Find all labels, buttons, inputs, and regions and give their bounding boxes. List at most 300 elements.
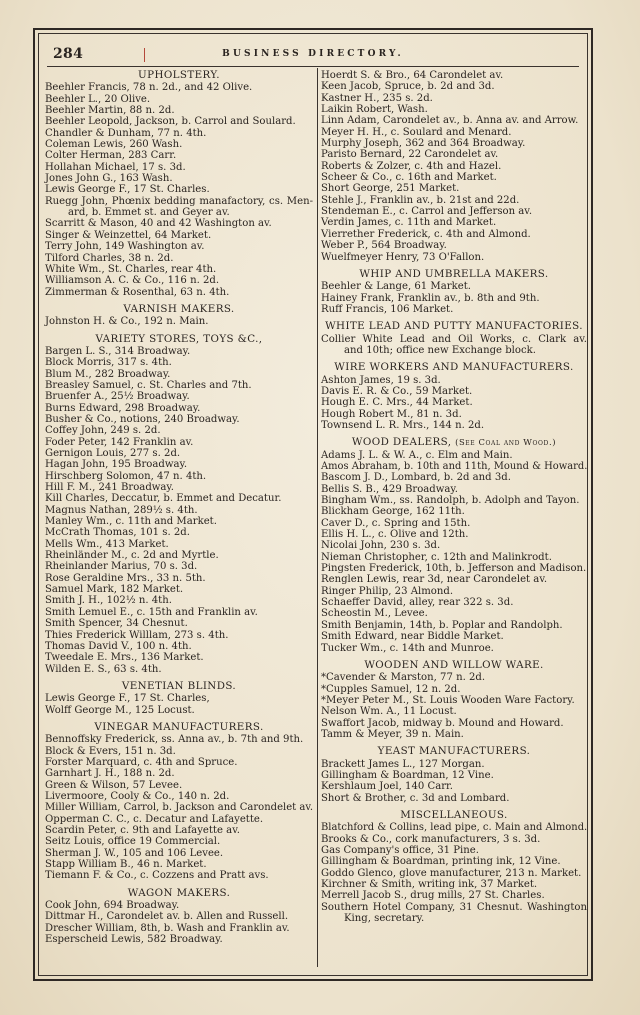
directory-entry bbox=[45, 734, 313, 745]
directory-entry bbox=[321, 845, 587, 856]
directory-entry bbox=[321, 563, 587, 574]
entry-text: Scheer & Co., c. 16th and Market. bbox=[321, 172, 497, 184]
section-heading-text: WHIP AND UMBRELLA MAKERS. bbox=[359, 267, 549, 280]
directory-entry bbox=[45, 82, 313, 93]
directory-entry bbox=[45, 403, 313, 414]
entry-text: Goddo Glenco, glove manufacturer, 213 n. Market. bbox=[321, 867, 582, 879]
directory-entry bbox=[45, 641, 313, 652]
entry-text: Hainey Frank, Franklin av., b. 8th and 9th. bbox=[321, 292, 540, 304]
entry-text: Beehler L., 20 Olive. bbox=[45, 93, 151, 105]
entry-text: Hoerdt S. & Bro., 64 Carondelet av. bbox=[321, 70, 504, 81]
section-wagon-makers bbox=[45, 888, 313, 946]
column-divider bbox=[317, 68, 318, 967]
directory-entry bbox=[45, 414, 313, 425]
entry-text: Coffey John, 249 s. 2d. bbox=[45, 425, 161, 437]
directory-entry bbox=[321, 420, 587, 431]
entry-text: Busher & Co., notions, 240 Broadway. bbox=[45, 413, 240, 425]
directory-entry bbox=[45, 505, 313, 516]
directory-entry bbox=[321, 217, 587, 228]
entry-text: Rheinlander Marius, 70 s. 3d. bbox=[45, 561, 198, 573]
directory-entry bbox=[45, 471, 313, 482]
directory-entry bbox=[321, 856, 587, 867]
entry-text: Smith Benjamin, 14th, b. Poplar and Randolph. bbox=[321, 619, 563, 631]
section-wire-workers-and-manufacturers bbox=[321, 362, 587, 431]
section-white-lead-and-putty-manufactories bbox=[321, 321, 587, 356]
directory-entry bbox=[45, 196, 313, 219]
directory-entry bbox=[321, 643, 587, 654]
entry-text: Beehler & Lange, 61 Market. bbox=[321, 281, 471, 293]
entry-text: Davis E. R. & Co., 59 Market. bbox=[321, 385, 473, 397]
entry-text: Swaffort Jacob, midway b. Mound and Howard. bbox=[321, 717, 564, 729]
entry-text: Sherman J. W., 105 and 106 Levee. bbox=[45, 847, 224, 859]
entry-text: Zimmerman & Rosenthal, 63 n. 4th. bbox=[45, 286, 230, 298]
directory-entry bbox=[321, 115, 587, 126]
entry-text: Esperscheid Lewis, 582 Broadway. bbox=[45, 934, 223, 946]
entry-text: Amos Abraham, b. 10th and 11th, Mound & Howard. bbox=[321, 461, 588, 472]
directory-entry bbox=[45, 253, 313, 264]
page-number: 284 bbox=[53, 46, 84, 62]
entry-text: Green & Wilson, 57 Levee. bbox=[45, 779, 183, 791]
directory-entry bbox=[45, 780, 313, 791]
section-continued bbox=[321, 70, 587, 263]
section-heading bbox=[321, 437, 587, 448]
directory-entry bbox=[321, 70, 587, 81]
directory-entry bbox=[321, 608, 587, 619]
directory-entry bbox=[321, 495, 587, 506]
entry-text: Scarritt & Mason, 40 and 42 Washington av. bbox=[45, 218, 272, 230]
section-heading bbox=[321, 269, 587, 280]
entry-text: Johnston H. & Co., 192 n. Main. bbox=[45, 316, 209, 328]
directory-entry bbox=[45, 900, 313, 911]
directory-entry bbox=[45, 425, 313, 436]
directory-entry bbox=[45, 923, 313, 934]
directory-entry bbox=[321, 706, 587, 717]
directory-entry bbox=[321, 529, 587, 540]
entry-text: Singer & Weinzettel, 64 Market. bbox=[45, 229, 212, 241]
entry-text: Keen Jacob, Spruce, b. 2d and 3d. bbox=[321, 81, 495, 93]
directory-entry bbox=[321, 718, 587, 729]
directory-entry bbox=[321, 631, 587, 642]
entry-text: Murphy Joseph, 362 and 364 Broadway. bbox=[321, 138, 526, 150]
directory-entry bbox=[45, 746, 313, 757]
section-heading-text: WOODEN AND WILLOW WARE. bbox=[364, 658, 544, 671]
entry-text: Tiemann F. & Co., c. Cozzens and Pratt avs. bbox=[45, 870, 269, 882]
directory-entry bbox=[45, 595, 313, 606]
running-title: BUSINESS DIRECTORY. bbox=[222, 49, 404, 59]
entry-text: Williamson A. C. & Co., 116 n. 2d. bbox=[45, 275, 220, 287]
entry-text: Block Morris, 317 s. 4th. bbox=[45, 357, 172, 369]
directory-entry bbox=[321, 104, 587, 115]
section-heading bbox=[321, 660, 587, 671]
directory-entry bbox=[321, 695, 587, 706]
directory-entry bbox=[321, 902, 587, 925]
entry-text: Tweedale E. Mrs., 136 Market. bbox=[45, 652, 204, 664]
directory-entry bbox=[321, 450, 587, 461]
directory-entry bbox=[321, 781, 587, 792]
entry-text: Lewis George F., 17 St. Charles. bbox=[45, 184, 210, 196]
directory-entry bbox=[321, 822, 587, 833]
directory-entry bbox=[321, 334, 587, 357]
directory-entry bbox=[45, 230, 313, 241]
directory-entry bbox=[45, 105, 313, 116]
entry-text: Bascom J. D., Lombard, b. 2d and 3d. bbox=[321, 472, 511, 484]
section-wooden-and-willow-ware bbox=[321, 660, 587, 740]
entry-text: Breasley Samuel, c. St. Charles and 7th. bbox=[45, 379, 252, 391]
directory-entry bbox=[45, 150, 313, 161]
section-heading-text: UPHOLSTERY. bbox=[138, 69, 220, 81]
entry-text: Kill Charles, Deccatur, b. Emmet and Decatur. bbox=[45, 493, 282, 505]
entry-text: Opperman C. C., c. Decatur and Lafayette. bbox=[45, 813, 264, 825]
section-heading-text: YEAST MANUFACTURERS. bbox=[377, 745, 531, 758]
entry-text: Colter Herman, 283 Carr. bbox=[45, 150, 177, 162]
directory-entry bbox=[45, 664, 313, 675]
entry-text: Tucker Wm., c. 14th and Munroe. bbox=[321, 642, 494, 654]
entry-text: Drescher William, 8th, b. Wash and Franklin av. bbox=[45, 922, 290, 934]
section-varnish-makers bbox=[45, 304, 313, 328]
entry-text: Paristo Bernard, 22 Carondelet av. bbox=[321, 149, 499, 161]
entry-text: Wolff George M., 125 Locust. bbox=[45, 704, 195, 716]
entry-text: Bellis S. B., 429 Broadway. bbox=[321, 483, 458, 495]
section-heading-text: WOOD DEALERS, bbox=[351, 436, 452, 449]
entry-text: Hough E. C. Mrs., 44 Market. bbox=[321, 397, 473, 409]
entry-text: Gillingham & Boardman, 12 Vine. bbox=[321, 769, 494, 781]
entry-text: Jones John G., 163 Wash. bbox=[45, 173, 173, 185]
directory-entry bbox=[45, 848, 313, 859]
section-upholstery bbox=[45, 70, 313, 298]
entry-text: Wuelfmeyer Henry, 73 O'Fallon. bbox=[321, 251, 485, 263]
entry-text: Smith Edward, near Biddle Market. bbox=[321, 631, 504, 643]
section-heading-text: WIRE WORKERS AND MANUFACTURERS. bbox=[334, 361, 574, 374]
entry-text: *Meyer Peter M., St. Louis Wooden Ware Factory. bbox=[321, 694, 575, 706]
entry-text: Scardin Peter, c. 9th and Lafayette av. bbox=[45, 825, 240, 836]
directory-entry bbox=[321, 93, 587, 104]
directory-entry bbox=[321, 684, 587, 695]
directory-entry bbox=[45, 437, 313, 448]
entry-continuation: ard, b. Emmet st. and Geyer av. bbox=[68, 207, 230, 219]
entry-text: Scheostin M., Levee. bbox=[321, 608, 428, 620]
section-heading-text: VARIETY STORES, TOYS &C., bbox=[95, 332, 263, 345]
directory-entry bbox=[45, 618, 313, 629]
directory-entry bbox=[321, 397, 587, 408]
directory-entry bbox=[45, 825, 313, 836]
entry-text: Miller William, Carrol, b. Jackson and Carondelet av. bbox=[45, 802, 314, 814]
directory-entry bbox=[45, 652, 313, 663]
directory-entry bbox=[45, 705, 313, 716]
entry-text: Gernigon Louis, 277 s. 2d. bbox=[45, 448, 181, 459]
entry-text: Thomas David V., 100 n. 4th. bbox=[45, 640, 192, 652]
directory-entry bbox=[321, 890, 587, 901]
directory-entry bbox=[321, 586, 587, 597]
entry-text: Kershlaum Joel, 140 Carr. bbox=[321, 781, 453, 793]
directory-entry bbox=[45, 527, 313, 538]
entry-continuation: and 10th; office new Exchange block. bbox=[344, 344, 536, 356]
entry-text: Pingsten Frederick, 10th, b. Jefferson and Madison. bbox=[321, 563, 587, 575]
section-heading bbox=[45, 70, 313, 81]
directory-entry bbox=[321, 461, 587, 472]
entry-text: Kastner H., 235 s. 2d. bbox=[321, 92, 433, 104]
directory-entry bbox=[45, 184, 313, 195]
directory-entry bbox=[45, 346, 313, 357]
directory-entry bbox=[45, 493, 313, 504]
entry-text: Rose Geraldine Mrs., 33 n. 5th. bbox=[45, 572, 206, 584]
entry-text: Caver D., c. Spring and 15th. bbox=[321, 517, 471, 529]
directory-entry bbox=[45, 768, 313, 779]
entry-text: Collier White Lead and Oil Works, c. Clark av. bbox=[321, 333, 587, 345]
entry-text: Dittmar H., Carondelet av. b. Allen and Russell. bbox=[45, 911, 289, 923]
section-yeast-manufacturers bbox=[321, 746, 587, 804]
directory-entry bbox=[45, 116, 313, 127]
section-heading-text: MISCELLANEOUS. bbox=[400, 808, 508, 821]
entry-text: Smith J. H., 102½ n. 4th. bbox=[45, 595, 172, 607]
entry-text: Wilden E. S., 63 s. 4th. bbox=[45, 663, 162, 675]
directory-entry bbox=[45, 459, 313, 470]
entry-text: Rheinländer M., c. 2d and Myrtle. bbox=[45, 550, 219, 562]
directory-entry bbox=[321, 138, 587, 149]
entry-text: Lewis George F., 17 St. Charles, bbox=[45, 693, 210, 705]
section-whip-and-umbrella-makers bbox=[321, 269, 587, 315]
section-venetian-blinds bbox=[45, 681, 313, 716]
page-border-inner bbox=[38, 33, 588, 976]
entry-text: Beehler Francis, 78 n. 2d., and 42 Olive. bbox=[45, 82, 253, 94]
directory-entry bbox=[45, 539, 313, 550]
entry-text: Stendeman E., c. Carrol and Jefferson av. bbox=[321, 206, 533, 218]
directory-entry bbox=[321, 375, 587, 386]
entry-text: Bargen L. S., 314 Broadway. bbox=[45, 345, 191, 357]
entry-text: Blatchford & Collins, lead pipe, c. Main and Almond. bbox=[321, 822, 588, 834]
entry-text: Burns Edward, 298 Broadway. bbox=[45, 402, 201, 414]
section-heading bbox=[321, 362, 587, 373]
section-heading bbox=[45, 334, 313, 345]
directory-entry bbox=[321, 229, 587, 240]
entry-continuation: King, secretary. bbox=[344, 913, 425, 925]
entry-text: Magnus Nathan, 289½ s. 4th. bbox=[45, 504, 198, 516]
section-heading-text: VENETIAN BLINDS. bbox=[121, 679, 237, 692]
right-column bbox=[321, 70, 587, 924]
entry-text: Seitz Louis, office 19 Commercial. bbox=[45, 836, 221, 848]
entry-text: Blickham George, 162 11th. bbox=[321, 506, 465, 518]
entry-text: Gillingham & Boardman, printing ink, 12 Vine. bbox=[321, 856, 561, 868]
directory-entry bbox=[321, 574, 587, 585]
entry-text: Brooks & Co., cork manufacturers, 3 s. 3d. bbox=[321, 833, 541, 845]
section-heading-text: VARNISH MAKERS. bbox=[123, 302, 235, 315]
section-heading bbox=[45, 722, 313, 733]
directory-entry bbox=[321, 793, 587, 804]
directory-entry bbox=[321, 506, 587, 517]
directory-entry bbox=[45, 911, 313, 922]
entry-text: Block & Evers, 151 n. 3d. bbox=[45, 745, 176, 757]
entry-text: Terry John, 149 Washington av. bbox=[45, 241, 205, 253]
entry-text: Cook John, 694 Broadway. bbox=[45, 900, 180, 912]
directory-entry bbox=[321, 81, 587, 92]
directory-entry bbox=[45, 516, 313, 527]
entry-text: Laikin Robert, Wash. bbox=[321, 104, 428, 116]
entry-text: Kirchner & Smith, writing ink, 37 Market. bbox=[321, 879, 538, 891]
directory-entry bbox=[321, 195, 587, 206]
entry-text: Beehler Martin, 88 n. 2d. bbox=[45, 105, 175, 117]
section-heading bbox=[321, 810, 587, 821]
entry-text: Vierrether Frederick, c. 4th and Almond. bbox=[321, 228, 531, 240]
entry-text: Ashton James, 19 s. 3d. bbox=[321, 374, 441, 386]
directory-entry bbox=[45, 94, 313, 105]
directory-entry bbox=[321, 540, 587, 551]
entry-text: McCrath Thomas, 101 s. 2d. bbox=[45, 527, 190, 539]
entry-text: White Wm., St. Charles, rear 4th. bbox=[45, 263, 217, 275]
directory-entry bbox=[45, 357, 313, 368]
directory-entry bbox=[321, 240, 587, 251]
entry-text: Weber P., 564 Broadway. bbox=[321, 240, 447, 252]
section-wood-dealers bbox=[321, 437, 587, 654]
directory-entry bbox=[45, 573, 313, 584]
directory-entry bbox=[321, 252, 587, 263]
entry-text: Garnhart J. H., 188 n. 2d. bbox=[45, 768, 175, 780]
directory-entry bbox=[45, 241, 313, 252]
directory-entry bbox=[45, 391, 313, 402]
directory-entry bbox=[45, 139, 313, 150]
entry-text: Nieman Christopher, c. 12th and Malinkrodt. bbox=[321, 551, 552, 563]
directory-entry bbox=[321, 518, 587, 529]
entry-text: Samuel Mark, 182 Market. bbox=[45, 584, 184, 596]
section-miscellaneous bbox=[321, 810, 587, 924]
section-heading bbox=[45, 681, 313, 692]
entry-text: Coleman Lewis, 260 Wash. bbox=[45, 139, 183, 151]
entry-text: Hollahan Michael, 17 s. 3d. bbox=[45, 161, 186, 173]
entry-text: Linn Adam, Carondelet av., b. Anna av. and Arrow. bbox=[321, 115, 579, 127]
directory-entry bbox=[321, 172, 587, 183]
entry-text: Southern Hotel Company, 31 Chesnut. Washington bbox=[321, 901, 587, 913]
entry-text: *Cupples Samuel, 12 n. 2d. bbox=[321, 683, 461, 695]
directory-entry bbox=[45, 173, 313, 184]
entry-text: Livermoore, Cooly & Co., 140 n. 2d. bbox=[45, 790, 230, 802]
directory-entry bbox=[321, 386, 587, 397]
entry-text: Bingham Wm., ss. Randolph, b. Adolph and Tayon. bbox=[321, 495, 580, 507]
directory-entry bbox=[45, 287, 313, 298]
directory-entry bbox=[321, 597, 587, 608]
directory-entry bbox=[321, 293, 587, 304]
directory-entry bbox=[45, 859, 313, 870]
entry-text: Foder Peter, 142 Franklin av. bbox=[45, 436, 194, 448]
directory-entry bbox=[45, 814, 313, 825]
directory-entry bbox=[45, 550, 313, 561]
section-heading-text: VINEGAR MANUFACTURERS. bbox=[94, 720, 264, 733]
entry-text: Bruenfer A., 25½ Broadway. bbox=[45, 391, 190, 403]
entry-text: Ruegg John, Phœnix bedding manafactory, cs. Men- bbox=[45, 195, 313, 207]
directory-entry bbox=[321, 552, 587, 563]
directory-entry bbox=[45, 757, 313, 768]
directory-entry bbox=[321, 868, 587, 879]
header-rule bbox=[47, 66, 579, 67]
directory-entry bbox=[45, 380, 313, 391]
directory-entry bbox=[45, 561, 313, 572]
entry-text: Nelson Wm. A., 11 Locust. bbox=[321, 706, 457, 718]
directory-entry bbox=[321, 206, 587, 217]
section-heading bbox=[45, 304, 313, 315]
entry-text: Schaeffer David, alley, rear 322 s. 3d. bbox=[321, 597, 514, 609]
directory-entry bbox=[321, 729, 587, 740]
directory-entry bbox=[45, 264, 313, 275]
directory-entry bbox=[321, 484, 587, 495]
entry-text: Verdin James, c. 11th and Market. bbox=[321, 217, 497, 229]
entry-text: Forster Marquard, c. 4th and Spruce. bbox=[45, 756, 238, 768]
directory-entry bbox=[321, 127, 587, 138]
entry-text: Ruff Francis, 106 Market. bbox=[321, 303, 454, 315]
entry-text: Brackett James L., 127 Morgan. bbox=[321, 758, 485, 770]
section-heading bbox=[321, 746, 587, 757]
directory-entry bbox=[45, 802, 313, 813]
directory-entry bbox=[321, 304, 587, 315]
directory-entry bbox=[45, 607, 313, 618]
directory-entry bbox=[321, 770, 587, 781]
directory-entry bbox=[45, 934, 313, 945]
directory-entry bbox=[45, 482, 313, 493]
directory-entry bbox=[321, 161, 587, 172]
directory-entry bbox=[321, 183, 587, 194]
directory-entry bbox=[45, 693, 313, 704]
directory-entry bbox=[321, 759, 587, 770]
directory-entry bbox=[45, 584, 313, 595]
entry-text: Townsend L. R. Mrs., 144 n. 2d. bbox=[321, 419, 485, 431]
entry-text: Nicolai John, 230 s. 3d. bbox=[321, 540, 441, 552]
section-vinegar-manufacturers bbox=[45, 722, 313, 882]
entry-text: Ellis H. L., c. Olive and 12th. bbox=[321, 529, 469, 541]
directory-entry bbox=[45, 162, 313, 173]
entry-text: Hirschberg Solomon, 47 n. 4th. bbox=[45, 470, 207, 482]
directory-entry bbox=[45, 870, 313, 881]
section-heading bbox=[45, 888, 313, 899]
entry-text: Thies Frederick Willlam, 273 s. 4th. bbox=[45, 629, 229, 641]
directory-entry bbox=[45, 369, 313, 380]
directory-entry bbox=[45, 218, 313, 229]
entry-text: Short George, 251 Market. bbox=[321, 183, 460, 195]
directory-entry bbox=[45, 630, 313, 641]
entry-text: Stapp William B., 46 n. Market. bbox=[45, 859, 207, 871]
entry-text: Smith Lemuel E., c. 15th and Franklin av. bbox=[45, 606, 258, 618]
directory-entry bbox=[45, 275, 313, 286]
directory-entry bbox=[45, 128, 313, 139]
entry-text: Adams J. L. & W. A., c. Elm and Main. bbox=[321, 449, 513, 461]
left-column bbox=[45, 70, 313, 945]
directory-entry bbox=[321, 149, 587, 160]
entry-text: Merrell Jacob S., drug mills, 27 St. Charles. bbox=[321, 890, 545, 902]
directory-entry bbox=[45, 316, 313, 327]
section-heading-text: WHITE LEAD AND PUTTY MANUFACTORIES. bbox=[325, 320, 583, 333]
section-heading bbox=[321, 321, 587, 332]
entry-text: Stehle J., Franklin av., b. 21st and 22d. bbox=[321, 194, 520, 206]
page-border bbox=[33, 28, 593, 981]
entry-text: Manley Wm., c. 11th and Market. bbox=[45, 516, 217, 528]
entry-text: Bennoffsky Frederick, ss. Anna av., b. 7th and 9th. bbox=[45, 734, 304, 746]
section-heading-text: WAGON MAKERS. bbox=[127, 886, 231, 899]
entry-text: Tamm & Meyer, 39 n. Main. bbox=[321, 728, 464, 740]
directory-entry bbox=[321, 672, 587, 683]
entry-text: Smith Spencer, 34 Chesnut. bbox=[45, 618, 188, 630]
entry-text: Hill F. M., 241 Broadway. bbox=[45, 482, 175, 494]
entry-text: Short & Brother, c. 3d and Lombard. bbox=[321, 792, 510, 804]
entry-text: Hagan John, 195 Broadway. bbox=[45, 459, 188, 471]
directory-entry bbox=[45, 791, 313, 802]
directory-entry bbox=[321, 620, 587, 631]
entry-text: Blum M., 282 Broadway. bbox=[45, 368, 171, 380]
directory-entry bbox=[45, 448, 313, 459]
entry-text: Renglen Lewis, rear 3d, near Carondelet av. bbox=[321, 574, 548, 586]
entry-text: Gas Company's office, 31 Pine. bbox=[321, 845, 479, 856]
directory-entry bbox=[321, 834, 587, 845]
section-heading-note: (See Coal and Wood.) bbox=[455, 437, 557, 448]
entry-text: Beehler Leopold, Jackson, b. Carrol and Soulard. bbox=[45, 116, 296, 128]
section-variety-stores-toys-c bbox=[45, 334, 313, 675]
entry-text: Tilford Charles, 38 n. 2d. bbox=[45, 252, 174, 264]
entry-text: *Cavender & Marston, 77 n. 2d. bbox=[321, 672, 486, 684]
entry-text: Hough Robert M., 81 n. 3d. bbox=[321, 408, 462, 420]
